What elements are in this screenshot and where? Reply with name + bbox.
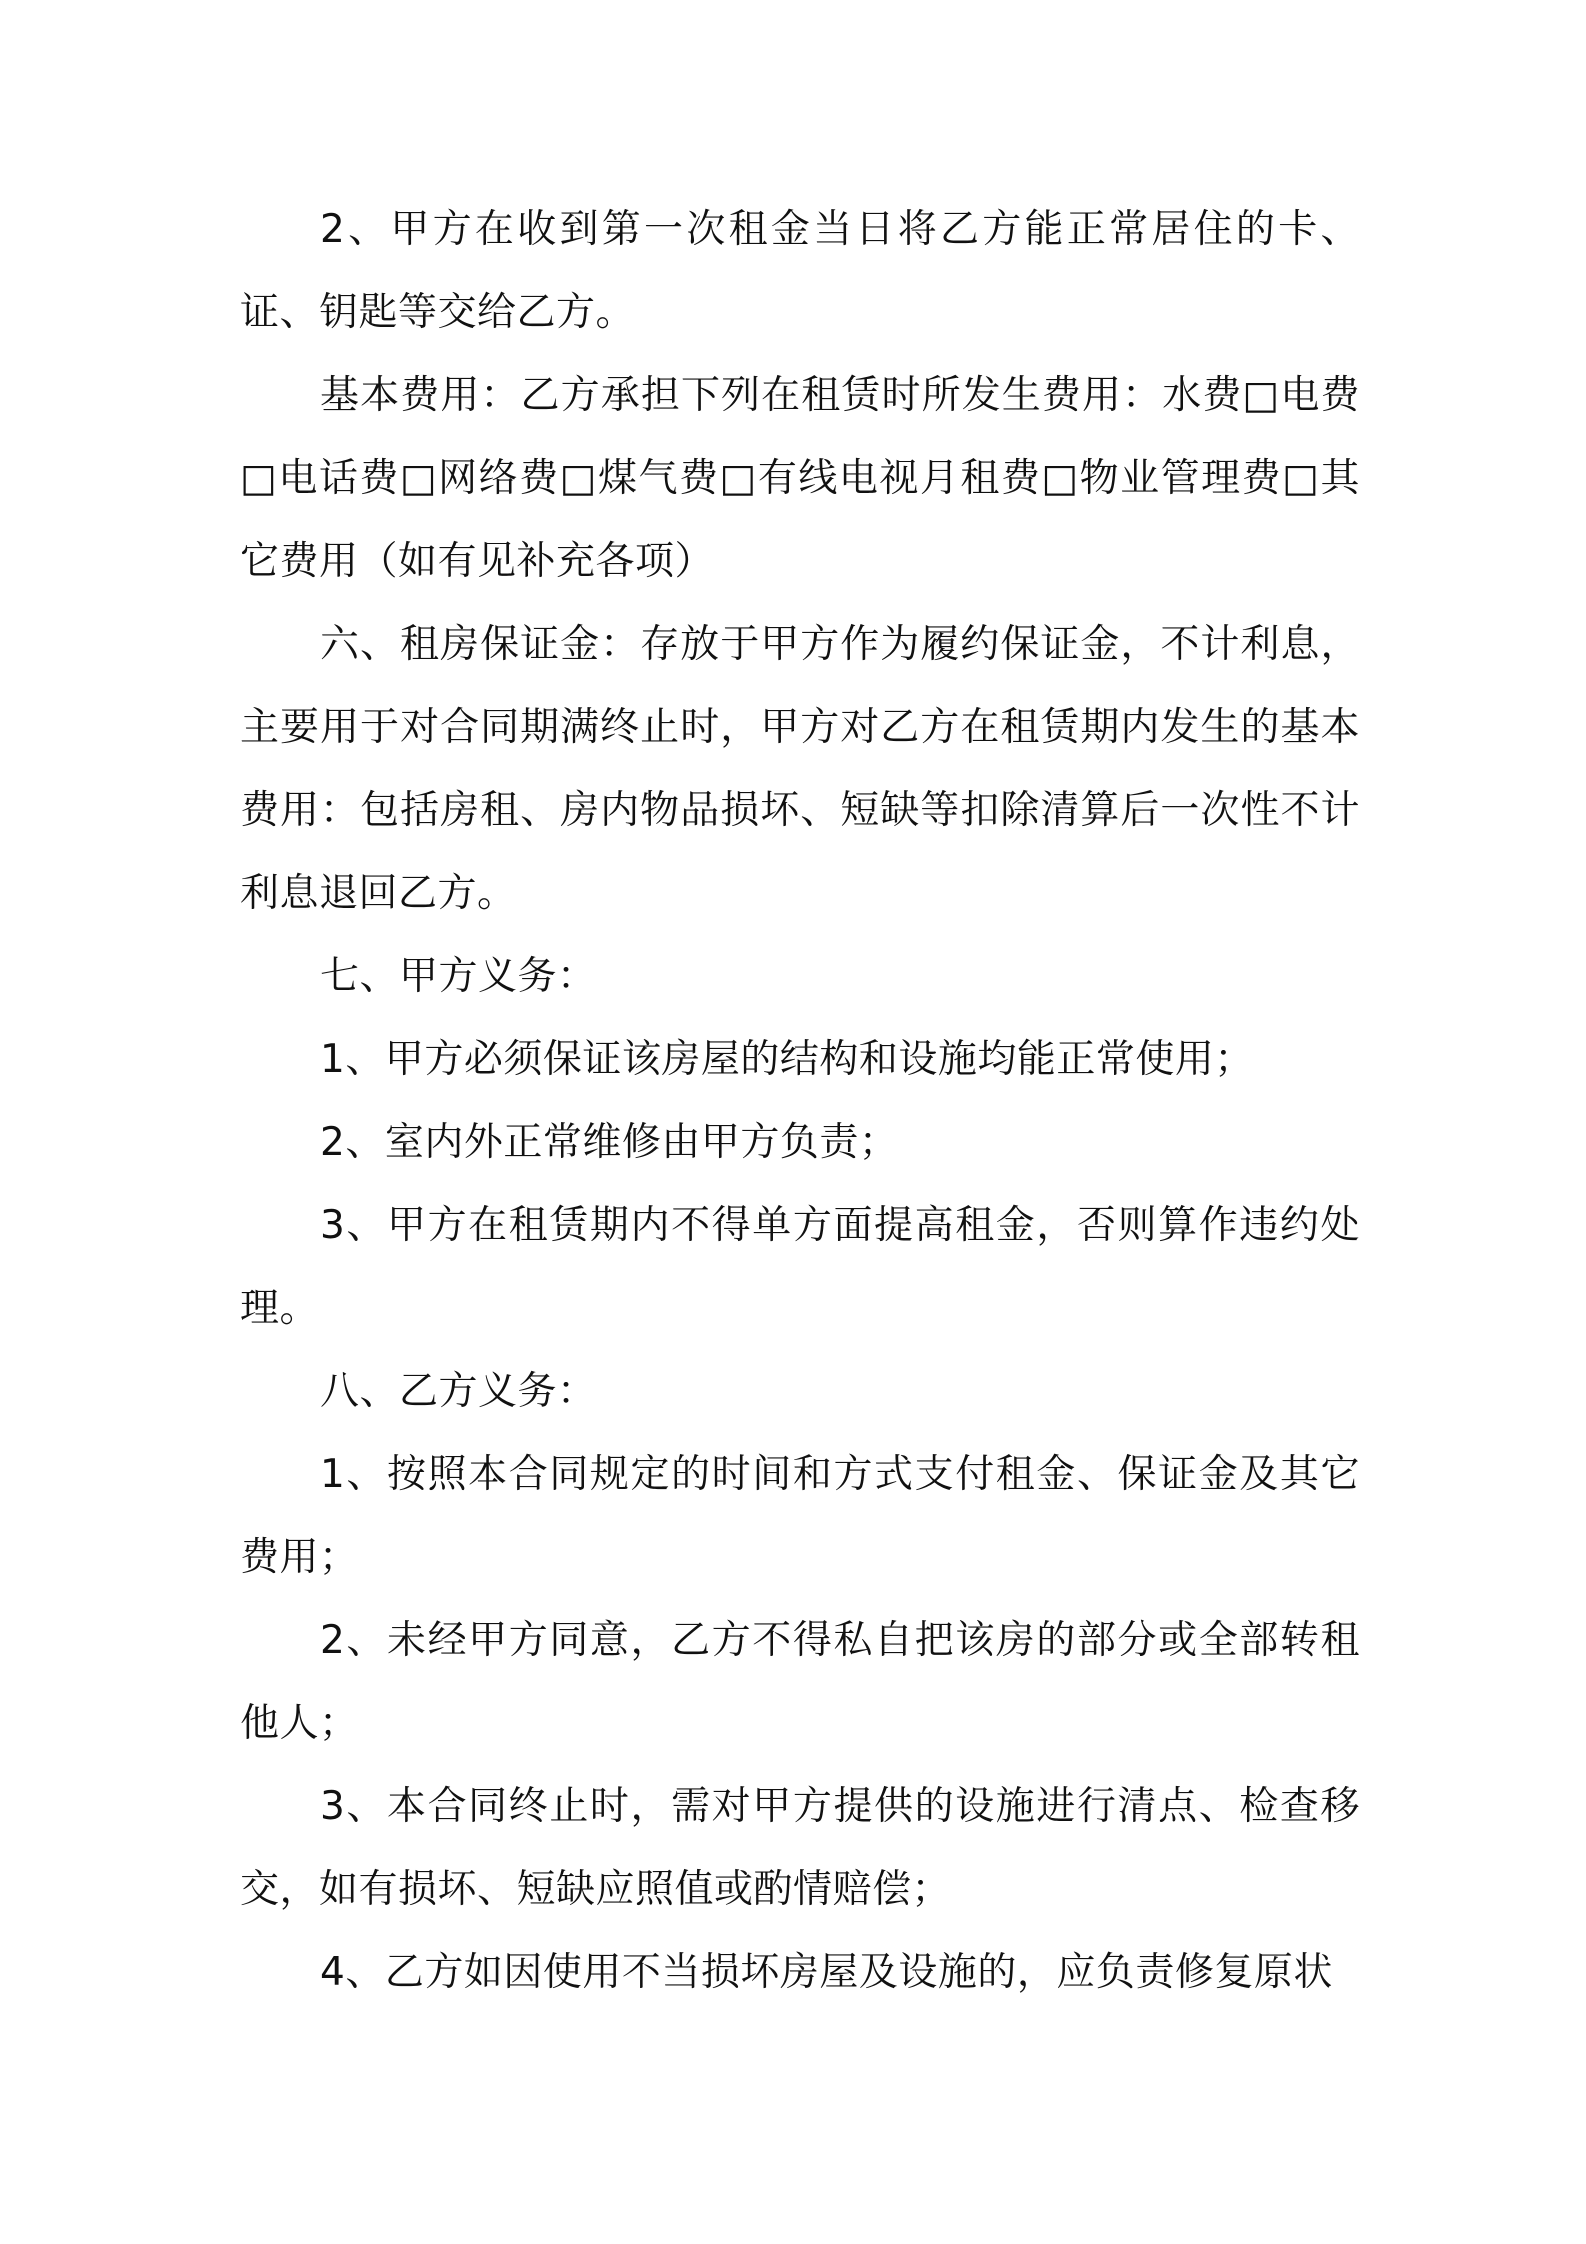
paragraph-tenant-obligation-3: 3、本合同终止时，需对甲方提供的设施进行清点、检查移交，如有损坏、短缺应照值或酌情赔偿； xyxy=(240,1784,1360,1912)
paragraph-basic-fees: 基本费用：乙方承担下列在租赁时所发生费用：水费□电费□电话费□网络费□煤气费□有线电视月租费□物业管理费□其它费用（如有见补充各项） xyxy=(240,373,1360,584)
heading-tenant-obligations: 八、乙方义务： xyxy=(320,1369,597,1414)
paragraph-landlord-obligation-3: 3、甲方在租赁期内不得单方面提高租金，否则算作违约处理。 xyxy=(240,1203,1360,1331)
paragraph-tenant-obligation-4: 4、乙方如因使用不当损坏房屋及设施的，应负责修复原状 xyxy=(320,1950,1333,1995)
heading-landlord-obligations: 七、甲方义务： xyxy=(320,954,597,999)
paragraph-deposit: 六、租房保证金：存放于甲方作为履约保证金，不计利息，主要用于对合同期满终止时，甲方对乙方在租赁期内发生的基本费用：包括房租、房内物品损坏、短缺等扣除清算后一次性不计利息退回乙方。 xyxy=(240,622,1360,916)
document-body xyxy=(240,188,1360,2014)
paragraph-landlord-obligation-1: 1、甲方必须保证该房屋的结构和设施均能正常使用； xyxy=(320,1037,1254,1082)
paragraph-key-handover: 2、甲方在收到第一次租金当日将乙方能正常居住的卡、证、钥匙等交给乙方。 xyxy=(240,207,1360,335)
paragraph-landlord-obligation-2: 2、室内外正常维修由甲方负责； xyxy=(320,1120,899,1165)
paragraph-tenant-obligation-2: 2、未经甲方同意，乙方不得私自把该房的部分或全部转租他人； xyxy=(240,1618,1360,1746)
paragraph-tenant-obligation-1: 1、按照本合同规定的时间和方式支付租金、保证金及其它费用； xyxy=(240,1452,1360,1580)
